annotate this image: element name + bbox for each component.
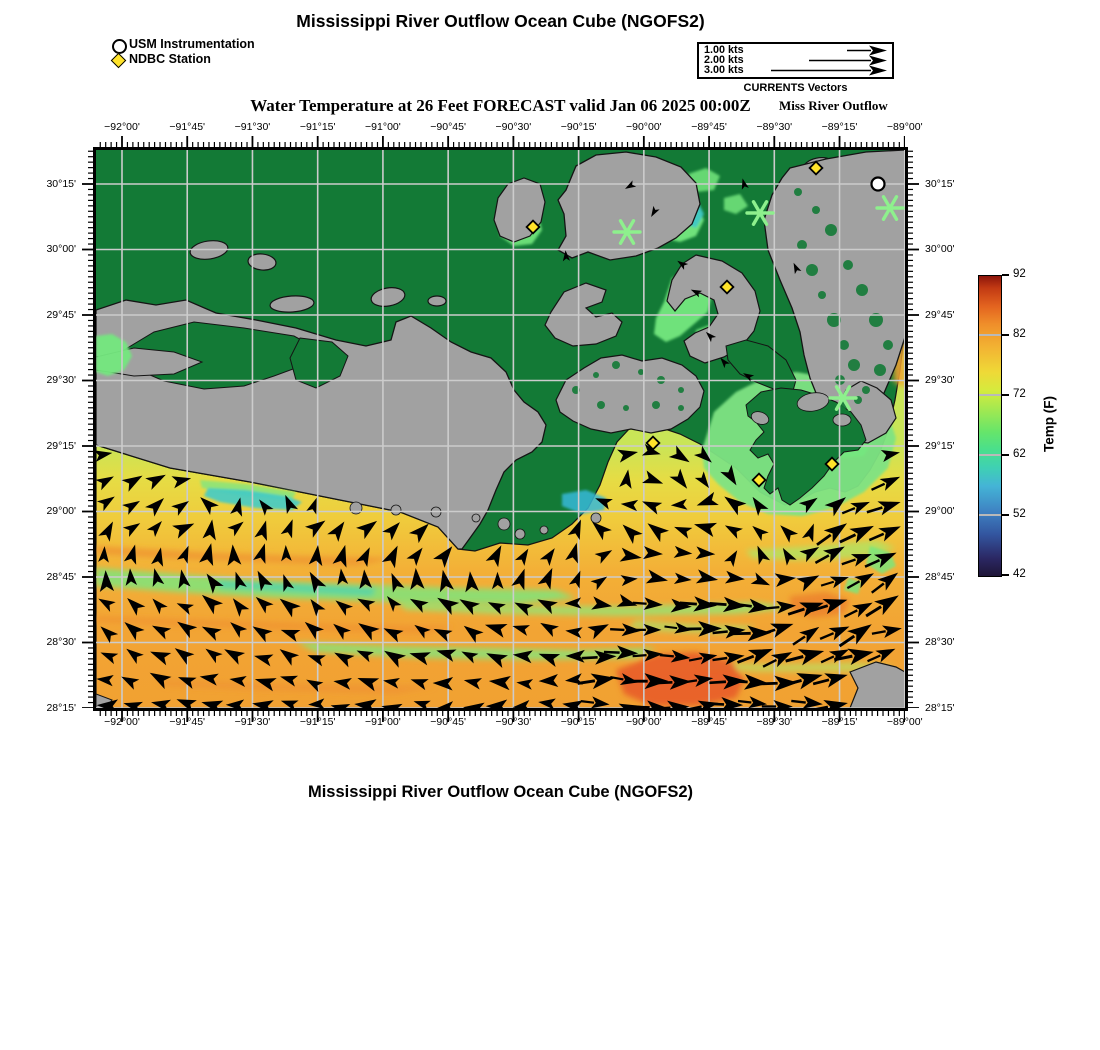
lat-label-left: 30°00' [46, 243, 76, 255]
lon-label-top: −89°45' [691, 121, 727, 133]
annotation-miss-river-outflow: Miss River Outflow [779, 98, 888, 113]
ndbc-diamond-icon [111, 53, 127, 69]
top-axis-ticks [96, 134, 905, 147]
colorbar-tick-label: 42 [1013, 568, 1026, 580]
lon-label-bottom: −90°30' [495, 716, 532, 728]
usm-instrumentation-marker [872, 178, 885, 191]
lon-label-bottom: −89°45' [691, 716, 727, 728]
subtitle: Water Temperature at 26 Feet FORECAST valid Jan 06 2025 00:00Z [250, 96, 751, 115]
lon-label-bottom: −90°45' [430, 716, 466, 728]
lon-label-bottom: −90°15' [560, 716, 597, 728]
colorbar-tick [1002, 334, 1009, 336]
lat-label-left: 29°15' [46, 439, 76, 452]
lat-label-right: 30°00' [925, 243, 955, 255]
colorbar-tick-label: 72 [1013, 388, 1026, 400]
colorbar-gridline [979, 514, 1001, 516]
lat-label-left: 29°30' [46, 374, 76, 386]
lon-label-top: −89°15' [821, 121, 858, 133]
currents-caption: CURRENTS Vectors [743, 82, 848, 94]
lat-label-right: 30°15' [925, 177, 955, 190]
lat-label-right: 29°30' [925, 374, 955, 386]
lon-label-bottom: −92°00' [104, 716, 140, 728]
top-title: Mississippi River Outflow Ocean Cube (NGOFS2) [296, 11, 705, 31]
map-plot [96, 150, 905, 708]
legend-usm-label: USM Instrumentation [129, 37, 255, 51]
usm-circle-icon [112, 39, 127, 54]
lon-label-top: −90°00' [625, 121, 662, 133]
colorbar-gridline [979, 334, 1001, 336]
lon-label-top: −91°15' [299, 121, 336, 133]
lat-label-left: 28°15' [46, 701, 76, 714]
lon-label-top: −90°30' [495, 121, 532, 133]
lat-label-left: 29°00' [46, 505, 76, 517]
lat-label-left: 28°30' [46, 636, 76, 648]
lat-label-right: 28°15' [925, 701, 955, 714]
colorbar-tick-label: 82 [1013, 328, 1026, 340]
lon-label-bottom: −91°15' [299, 716, 336, 728]
lon-label-top: −91°30' [234, 121, 271, 133]
lon-label-top: −89°30' [756, 121, 793, 133]
colorbar-gridline [979, 394, 1001, 396]
colorbar-gridline [979, 454, 1001, 456]
currents-vector-scale-box [697, 42, 894, 79]
lat-label-left: 28°45' [46, 570, 76, 583]
colorbar-tick [1002, 454, 1009, 456]
lon-label-bottom: −89°00' [886, 716, 923, 728]
lon-label-top: −90°15' [560, 121, 597, 133]
bottom-title: Mississippi River Outflow Ocean Cube (NGOFS2) [307, 783, 694, 801]
colorbar-title: Temp (F) [1041, 396, 1057, 452]
colorbar-tick [1002, 574, 1009, 576]
left-axis-ticks [80, 150, 93, 708]
lon-label-bottom: −90°00' [625, 716, 662, 728]
lat-label-left: 29°45' [46, 308, 76, 321]
lon-label-bottom: −89°15' [821, 716, 858, 728]
currents-scale-1: 1.00 kts [704, 44, 744, 56]
lon-label-top: −90°45' [430, 121, 466, 133]
lon-label-top: −92°00' [104, 121, 140, 133]
lon-label-top: −89°00' [886, 121, 923, 133]
lon-label-bottom: −89°30' [756, 716, 793, 728]
lon-label-top: −91°45' [169, 121, 206, 133]
legend-ndbc-label: NDBC Station [129, 52, 211, 66]
lat-label-left: 30°15' [46, 177, 76, 190]
lat-label-right: 29°00' [925, 505, 955, 517]
lat-label-right: 29°15' [925, 439, 955, 452]
colorbar-tick [1002, 274, 1009, 276]
lon-label-bottom: −91°45' [169, 716, 206, 728]
colorbar [978, 275, 1002, 577]
colorbar-tick-label: 62 [1013, 448, 1026, 460]
lon-label-bottom: −91°00' [365, 716, 401, 728]
colorbar-tick [1002, 514, 1009, 516]
colorbar-tick-label: 52 [1013, 508, 1026, 520]
colorbar-tick [1002, 394, 1009, 396]
lat-label-right: 28°30' [925, 636, 955, 648]
currents-scale-3: 3.00 kts [704, 64, 744, 76]
currents-scale-arrows [699, 44, 892, 77]
lat-label-right: 29°45' [925, 308, 955, 321]
map-frame [93, 147, 908, 711]
colorbar-tick-label: 92 [1013, 268, 1026, 280]
right-axis-ticks [908, 150, 921, 708]
lon-label-top: −91°00' [365, 121, 401, 133]
lon-label-bottom: −91°30' [234, 716, 271, 728]
lat-label-right: 28°45' [925, 570, 955, 583]
currents-scale-2: 2.00 kts [704, 54, 744, 66]
